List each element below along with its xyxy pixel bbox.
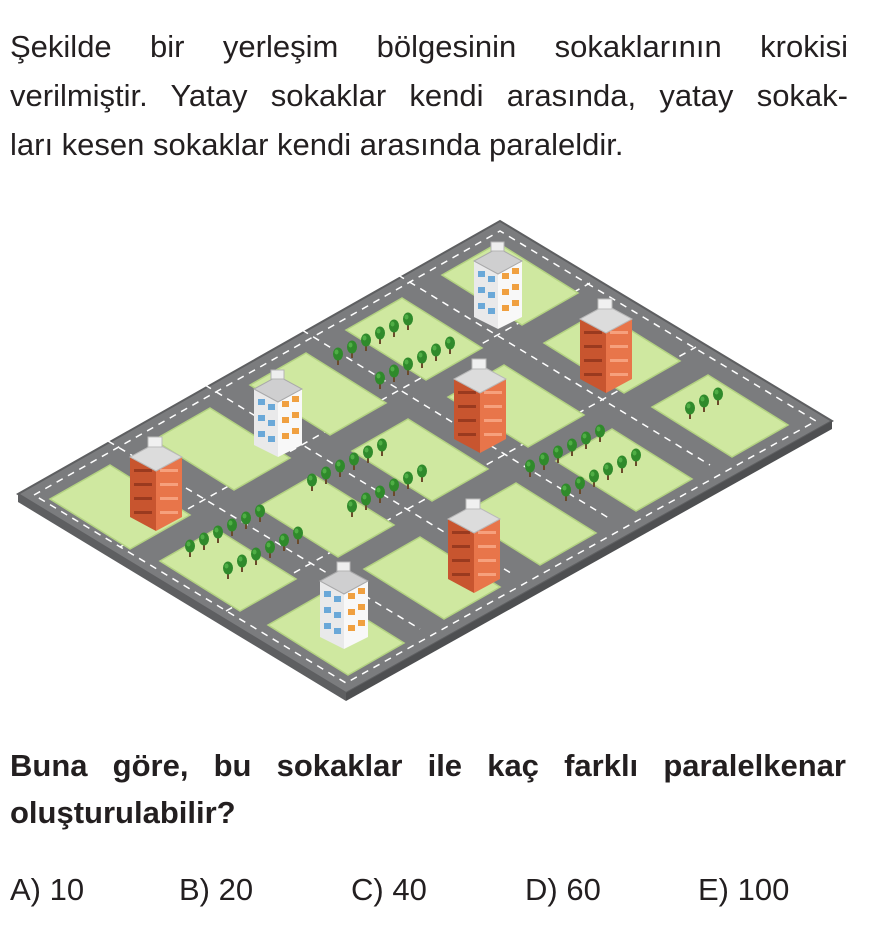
option-b[interactable]: B) 20 bbox=[179, 872, 254, 907]
question-line: Buna göre, bu sokaklar ile kaç farklı paralelkenar bbox=[10, 748, 846, 783]
intro-line: Şekilde bir yerleşim bölgesinin sokaklarının krokisi bbox=[10, 29, 848, 64]
intro-line: verilmiştir. Yatay sokaklar kendi arasında, yatay sokak- bbox=[10, 78, 848, 113]
intro-line: ları kesen sokaklar kendi arasında paraleldir. bbox=[10, 127, 624, 162]
option-d[interactable]: D) 60 bbox=[525, 872, 601, 907]
intro-text bbox=[10, 22, 848, 169]
option-e[interactable]: E) 100 bbox=[698, 872, 790, 907]
question-line: oluşturulabilir? bbox=[10, 795, 236, 830]
street-map-illustration bbox=[0, 215, 882, 705]
option-a[interactable]: A) 10 bbox=[10, 872, 85, 907]
answer-options bbox=[10, 872, 870, 918]
question-text bbox=[10, 742, 846, 836]
option-c[interactable]: C) 40 bbox=[351, 872, 427, 907]
